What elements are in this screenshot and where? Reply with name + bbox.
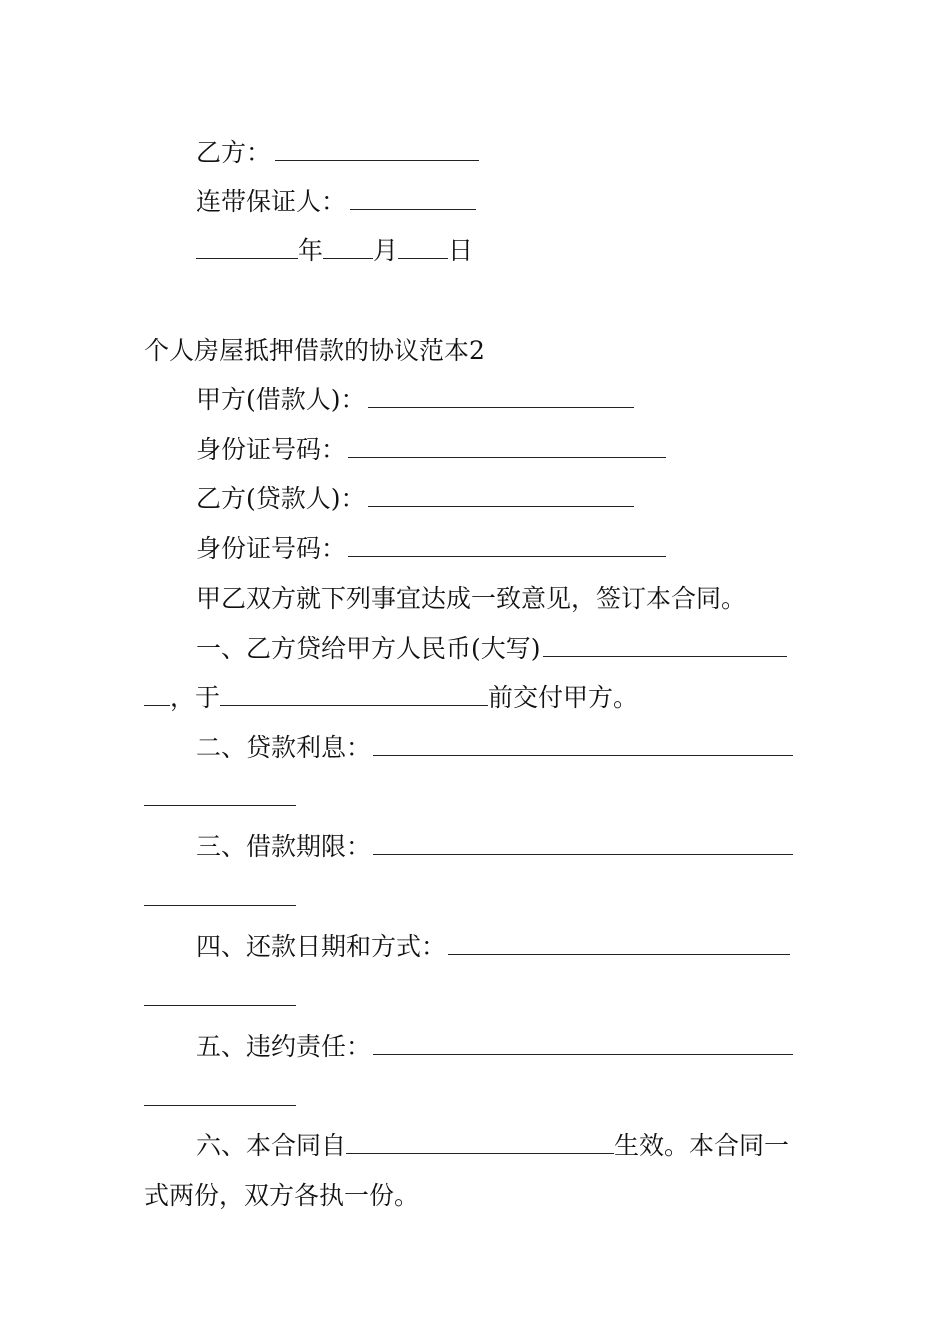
term-blank xyxy=(373,832,793,855)
clause-4-text: 四、还款日期和方式： xyxy=(196,932,447,961)
deliver-by-label: ，于 xyxy=(170,683,221,712)
clause-5-text: 五、违约责任： xyxy=(196,1032,372,1061)
clause-2-text: 二、贷款利息： xyxy=(196,733,372,762)
party-b-id-blank xyxy=(348,534,666,557)
title-text: 个人房屋抵押借款的协议范本2 xyxy=(144,336,485,365)
party-a-label: 甲方(借款人)： xyxy=(196,385,366,414)
effective-date-blank xyxy=(346,1131,614,1154)
clause-2-line xyxy=(196,731,793,765)
party-b-line xyxy=(196,482,634,516)
year-label: 年 xyxy=(298,236,324,265)
clause-1-line xyxy=(196,632,787,666)
party-a-line xyxy=(196,383,634,417)
month-label: 月 xyxy=(373,236,399,265)
section-title xyxy=(144,334,485,368)
party-b-blank xyxy=(275,138,479,161)
day-label: 日 xyxy=(448,236,474,265)
clause-5-line xyxy=(196,1030,793,1064)
clause-6-text: 六、本合同自 xyxy=(196,1131,347,1160)
clause-6-line xyxy=(196,1129,789,1163)
guarantor-blank xyxy=(350,187,476,210)
amount-blank-cont xyxy=(144,683,170,706)
year-blank xyxy=(196,236,298,259)
party-a-id-line xyxy=(196,433,666,467)
month-blank xyxy=(323,236,373,259)
liability-blank xyxy=(373,1032,793,1055)
party-b-id-label: 身份证号码： xyxy=(196,534,347,563)
clause-3-line xyxy=(196,830,793,864)
day-blank xyxy=(398,236,448,259)
party-b-id-line xyxy=(196,532,666,566)
party-b-label: 乙方： xyxy=(196,138,272,167)
deliver-to-text: 前交付甲方。 xyxy=(488,683,639,712)
date-line xyxy=(196,234,473,268)
liability-blank-cont xyxy=(144,1105,296,1106)
guarantor-label: 连带保证人： xyxy=(196,187,347,216)
agreement-intro xyxy=(196,582,746,616)
repayment-blank-cont xyxy=(144,1005,296,1006)
party-b-signature-line xyxy=(196,136,479,170)
party-b-lender-blank xyxy=(368,484,634,507)
term-blank-cont xyxy=(144,905,296,906)
guarantor-signature-line xyxy=(196,185,476,219)
clause-1-continuation xyxy=(144,681,638,715)
party-a-id-label: 身份证号码： xyxy=(196,435,347,464)
clause-4-line xyxy=(196,930,790,964)
intro-text: 甲乙双方就下列事宜达成一致意见，签订本合同。 xyxy=(196,584,747,613)
clause-1-text: 一、乙方贷给甲方人民币(大写) xyxy=(196,634,541,663)
clause-6-continuation xyxy=(144,1179,419,1213)
interest-blank xyxy=(373,733,793,756)
clause-6-effective-text: 生效。本合同一 xyxy=(614,1131,790,1160)
amount-blank xyxy=(543,634,787,657)
party-b-lender-label: 乙方(贷款人)： xyxy=(196,484,366,513)
clause-3-text: 三、借款期限： xyxy=(196,832,372,861)
delivery-date-blank xyxy=(220,683,488,706)
clause-6-cont-text: 式两份，双方各执一份。 xyxy=(144,1181,420,1210)
party-a-blank xyxy=(368,385,634,408)
interest-blank-cont xyxy=(144,805,296,806)
repayment-blank xyxy=(448,932,790,955)
party-a-id-blank xyxy=(348,435,666,458)
